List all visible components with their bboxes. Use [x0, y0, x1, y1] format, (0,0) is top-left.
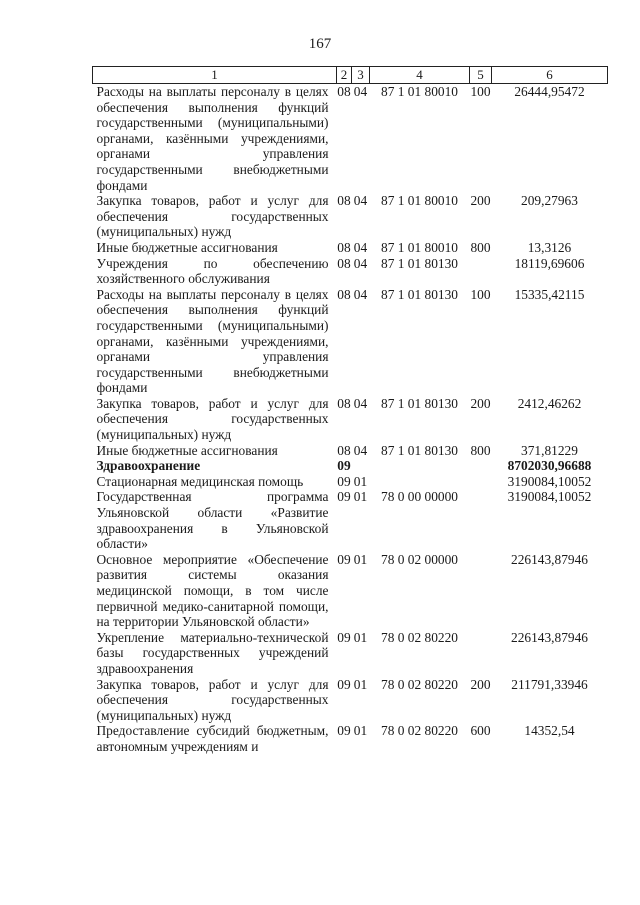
row-expense-type	[470, 489, 492, 551]
row-subsection: 01	[353, 473, 368, 489]
row-expense-type: 100	[470, 286, 491, 302]
row-name: Закупка товаров, работ и услуг для обеспечения государственных (муниципальных) нужд	[96, 395, 329, 443]
row-target-code: 87 1 01 80010	[381, 193, 458, 209]
row-target-code: 87 1 01 80010	[381, 84, 458, 99]
table-row	[93, 256, 608, 287]
table-header-row	[93, 67, 608, 84]
row-target-code: 87 1 01 80130	[381, 286, 458, 302]
row-section: 09	[337, 629, 351, 645]
header-col-4: 4	[370, 67, 470, 84]
row-amount: 2412,46262	[517, 395, 582, 411]
row-amount: 18119,69606	[514, 255, 585, 271]
row-subsection: 04	[353, 286, 368, 302]
row-target-code: 87 1 01 80130	[381, 255, 458, 271]
table-row	[93, 458, 608, 474]
row-expense-type: 800	[470, 239, 491, 255]
row-amount: 226143,87946	[511, 629, 588, 645]
row-section: 09	[337, 489, 351, 505]
row-name: Расходы на выплаты персоналу в целях обеспечения выполнения функций государственными (муниципальными) органами, казёнными учреждениями, органами управления государственными внебюджетными фондами	[96, 84, 329, 193]
row-target-code: 78 0 02 00000	[381, 551, 458, 567]
row-name: Предоставление субсидий бюджетным, автономным учреждениям и	[96, 723, 329, 754]
row-amount: 226143,87946	[511, 551, 588, 567]
row-subsection: 04	[353, 395, 368, 411]
row-expense-type	[470, 552, 492, 630]
table-row	[93, 240, 608, 256]
row-name: Расходы на выплаты персоналу в целях обеспечения выполнения функций государственными (муниципальными) органами, казёнными учреждениями, органами управления государственными внебюджетными фондами	[96, 286, 329, 396]
row-expense-type: 800	[470, 442, 491, 458]
row-subsection: 04	[353, 442, 368, 458]
row-section: 08	[337, 193, 351, 209]
row-subsection: 01	[353, 676, 368, 692]
row-section: 09	[337, 458, 351, 474]
row-section: 08	[337, 239, 351, 255]
row-section: 09	[337, 676, 351, 692]
row-expense-type: 600	[470, 723, 491, 739]
row-expense-type: 200	[470, 395, 491, 411]
row-subsection: 01	[353, 551, 368, 567]
row-section: 08	[337, 255, 351, 271]
row-amount: 209,27963	[521, 193, 578, 209]
row-section: 09	[337, 723, 351, 739]
row-target-code	[370, 474, 470, 490]
row-target-code: 87 1 01 80130	[381, 442, 458, 458]
row-amount: 3190084,10052	[507, 489, 592, 505]
row-subsection: 04	[353, 239, 368, 255]
header-col-5: 5	[470, 67, 492, 84]
row-amount: 26444,95472	[514, 84, 585, 99]
table-body	[93, 84, 608, 755]
row-name: Закупка товаров, работ и услуг для обеспечения государственных (муниципальных) нужд	[96, 676, 329, 723]
table-row	[93, 396, 608, 443]
header-col-6: 6	[492, 67, 608, 84]
row-subsection: 04	[353, 193, 368, 209]
row-subsection: 01	[353, 723, 368, 739]
table-row	[93, 630, 608, 677]
row-target-code: 78 0 02 80220	[381, 723, 458, 739]
row-name: Иные бюджетные ассигнования	[96, 442, 278, 458]
row-name: Государственная программа Ульяновской области «Развитие здравоохранения в Ульяновской области»	[96, 489, 329, 552]
row-subsection: 04	[353, 255, 368, 271]
row-amount: 8702030,96688	[507, 458, 592, 474]
row-section: 09	[337, 551, 351, 567]
row-amount: 3190084,10052	[507, 473, 592, 489]
row-amount: 14352,54	[524, 723, 575, 739]
row-amount: 211791,33946	[511, 676, 588, 692]
row-section: 09	[337, 473, 351, 489]
row-name: Укрепление материально-технической базы государственных учреждений здравоохранения	[96, 629, 329, 676]
row-target-code: 87 1 01 80010	[381, 239, 458, 255]
row-section: 08	[337, 286, 351, 302]
table-row	[93, 489, 608, 551]
row-name: Учреждения по обеспечению хозяйственного обслуживания	[96, 255, 329, 287]
row-amount: 13,3126	[527, 239, 572, 255]
row-target-code	[370, 458, 470, 474]
table-row	[93, 723, 608, 754]
header-col-2: 2	[337, 67, 352, 84]
row-amount: 15335,42115	[514, 286, 585, 302]
row-subsection	[352, 458, 370, 474]
row-subsection: 04	[353, 84, 368, 99]
row-name: Закупка товаров, работ и услуг для обеспечения государственных (муниципальных) нужд	[96, 193, 329, 240]
row-name: Иные бюджетные ассигнования	[96, 239, 278, 255]
row-target-code: 78 0 02 80220	[381, 676, 458, 692]
row-expense-type	[470, 256, 492, 287]
table-row	[93, 443, 608, 459]
table-row	[93, 287, 608, 396]
table-row	[93, 474, 608, 490]
row-amount: 371,81229	[521, 442, 578, 458]
row-section: 08	[337, 442, 351, 458]
table-row	[93, 677, 608, 724]
row-expense-type	[470, 630, 492, 677]
row-subsection: 01	[353, 489, 368, 505]
row-expense-type: 100	[470, 84, 491, 99]
budget-table	[92, 66, 608, 755]
row-subsection: 01	[353, 629, 368, 645]
row-name: Стационарная медицинская помощь	[96, 473, 304, 489]
row-section: 08	[337, 395, 351, 411]
row-name: Здравоохранение	[96, 458, 201, 474]
table-row	[93, 84, 608, 194]
row-name: Основное мероприятие «Обеспечение развития системы оказания медицинской помощи, в том числе первичной медико-санитарной помощи, на территории Ульяновской области»	[96, 551, 329, 630]
row-target-code: 78 0 00 00000	[381, 489, 458, 505]
header-col-3: 3	[352, 67, 370, 84]
row-target-code: 78 0 02 80220	[381, 629, 458, 645]
header-col-1: 1	[93, 67, 337, 84]
row-target-code: 87 1 01 80130	[381, 395, 458, 411]
row-section: 08	[337, 84, 351, 99]
row-expense-type: 200	[470, 676, 491, 692]
table-row	[93, 193, 608, 240]
row-expense-type	[470, 458, 492, 474]
table-row	[93, 552, 608, 630]
row-expense-type: 200	[470, 193, 491, 209]
page-number: 167	[308, 36, 332, 52]
row-expense-type	[470, 474, 492, 490]
